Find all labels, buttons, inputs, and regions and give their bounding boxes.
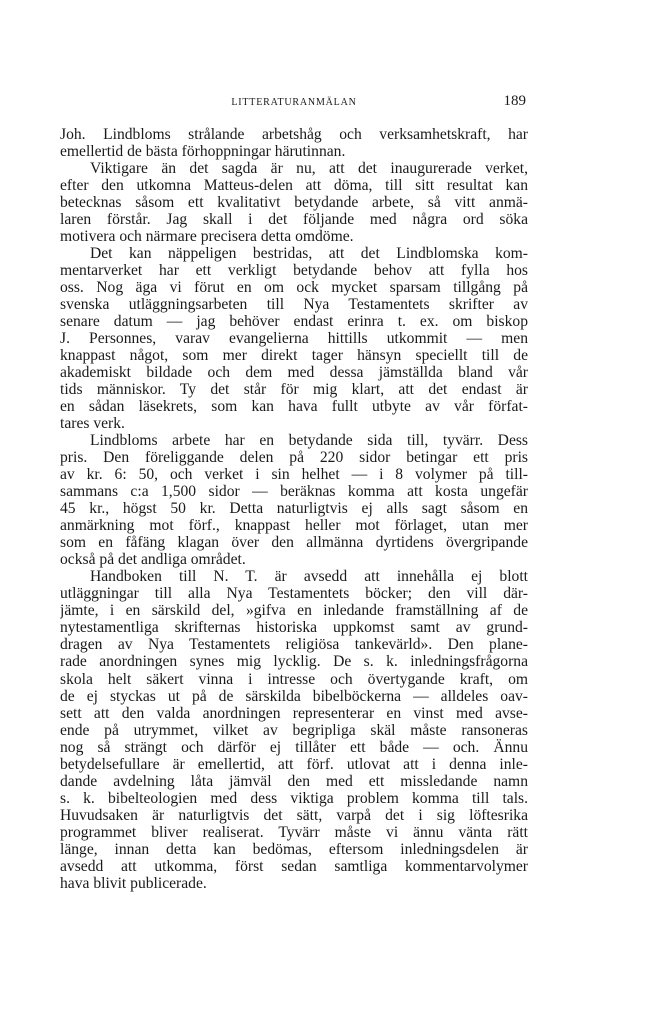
text-line: senare datum — jag behöver endast erinra t. ex. om biskop [60,313,528,331]
text-line: Lindbloms arbete har en betydande sida till, tyvärr. Dess [90,432,528,450]
text-line: också på det andliga området. [60,551,246,569]
text-line: Det kan näppeligen bestridas, att det Lindblomska kom- [90,245,528,263]
running-head [60,95,528,115]
text-line: länge, innan detta kan bedömas, eftersom inledningsdelen är [60,840,528,858]
text-line: dragen av Nya Testamentets religiösa tankevärld». Den plane- [60,636,528,654]
text-line: Handboken till N. T. är avsedd att innehålla ej blott [90,568,528,586]
text-line: laren förstår. Jag skall i det följande med några ord söka [60,211,528,229]
text-line: av kr. 6: 50, och verket i sin helhet — i 8 volymer på till- [60,466,528,484]
text-line: 45 kr., högst 50 kr. Detta naturligtvis ej alls sagt såsom en [60,500,528,518]
text-line: knappast något, som mer direkt tager hänsyn speciellt till de [60,347,528,365]
text-line: tares verk. [60,415,125,433]
text-line: J. Personnes, varav evangelierna hittills utkommit — men [60,330,528,348]
text-line: jämte, i en särskild del, »gifva en inledande framställning af de [60,602,528,620]
text-line: tids människor. Ty det står för mig klart, att det endast är [60,381,528,399]
page-number: 189 [503,93,526,109]
text-line: betydelsefullare är emellertid, att förf. utlovat att i denna inle- [60,755,528,773]
text-line: anmärkning mot förf., knappast heller mot förlaget, utan mer [60,517,528,535]
text-line: de ej styckas ut på de särskilda bibelböckerna — alldeles oav- [60,687,528,705]
text-line: en sådan läsekrets, som kan hava fullt utbyte av vår förfat- [60,398,528,416]
text-line: ende på utrymmet, vilket av begripliga skäl måste ransoneras [60,721,528,739]
text-line: hava blivit publicerade. [60,874,207,892]
text-line: nytestamentliga skrifternas historiska uppkomst samt av grund- [60,619,528,637]
text-line: nog så strängt och därför ej tillåter ett både — och. Ännu [60,738,528,756]
text-line: emellertid de bästa förhoppningar härutinnan. [60,143,346,161]
text-line: Joh. Lindbloms strålande arbetshåg och verksamhetskraft, har [60,126,528,143]
text-line: som en fåfäng klagan över den allmänna dyrtidens övergripande [60,534,528,552]
text-line: dande avdelning låta jämväl den med ett missledande namn [60,772,528,790]
text-line: oss. Nog äga vi förut en om ock mycket sparsam tillgång på [60,279,528,297]
text-line: s. k. bibelteologien med dess viktiga problem komma till tals. [60,789,528,807]
text-line: akademiskt bildade och dem med dessa jämställda bland vår [60,364,528,382]
text-line: programmet bliver realiserat. Tyvärr måste vi ännu vänta rätt [60,823,528,841]
text-line: sammans c:a 1,500 sidor — beräknas komma att kosta ungefär [60,483,528,501]
text-line: betecknas såsom ett kvalitativt betydande arbete, så vitt anmä- [60,194,528,212]
text-line: skola helt säkert vinna i intresse och övertygande kraft, om [60,670,528,688]
text-line: sett att den valda anordningen representerar en vinst med avse- [60,704,528,722]
text-line: rade anordningen synes mig lycklig. De s. k. inledningsfrågorna [60,653,528,671]
text-line: svenska utläggningsarbeten till Nya Testamentets skrifter av [60,296,528,314]
text-line: mentarverket har ett verkligt betydande behov att fylla hos [60,262,528,280]
text-line: avsedd att utkomma, först sedan samtliga kommentarvolymer [60,857,528,875]
text-line: Huvudsaken är naturligtvis det sätt, varpå det i sig löftesrika [60,806,528,824]
text-line: Viktigare än det sagda är nu, att det inaugurerade verket, [90,160,528,178]
body-text [60,126,528,892]
text-line: pris. Den föreliggande delen på 220 sidor betingar ett pris [60,449,528,467]
running-title: LITTERATURANMÄLAN [231,97,357,108]
text-line: efter den utkomna Matteus-delen att döma, till sitt resultat kan [60,177,528,195]
text-line: motivera och närmare precisera detta omdöme. [60,228,354,246]
text-line: utläggningar till alla Nya Testamentets böcker; den vill där- [60,585,528,603]
